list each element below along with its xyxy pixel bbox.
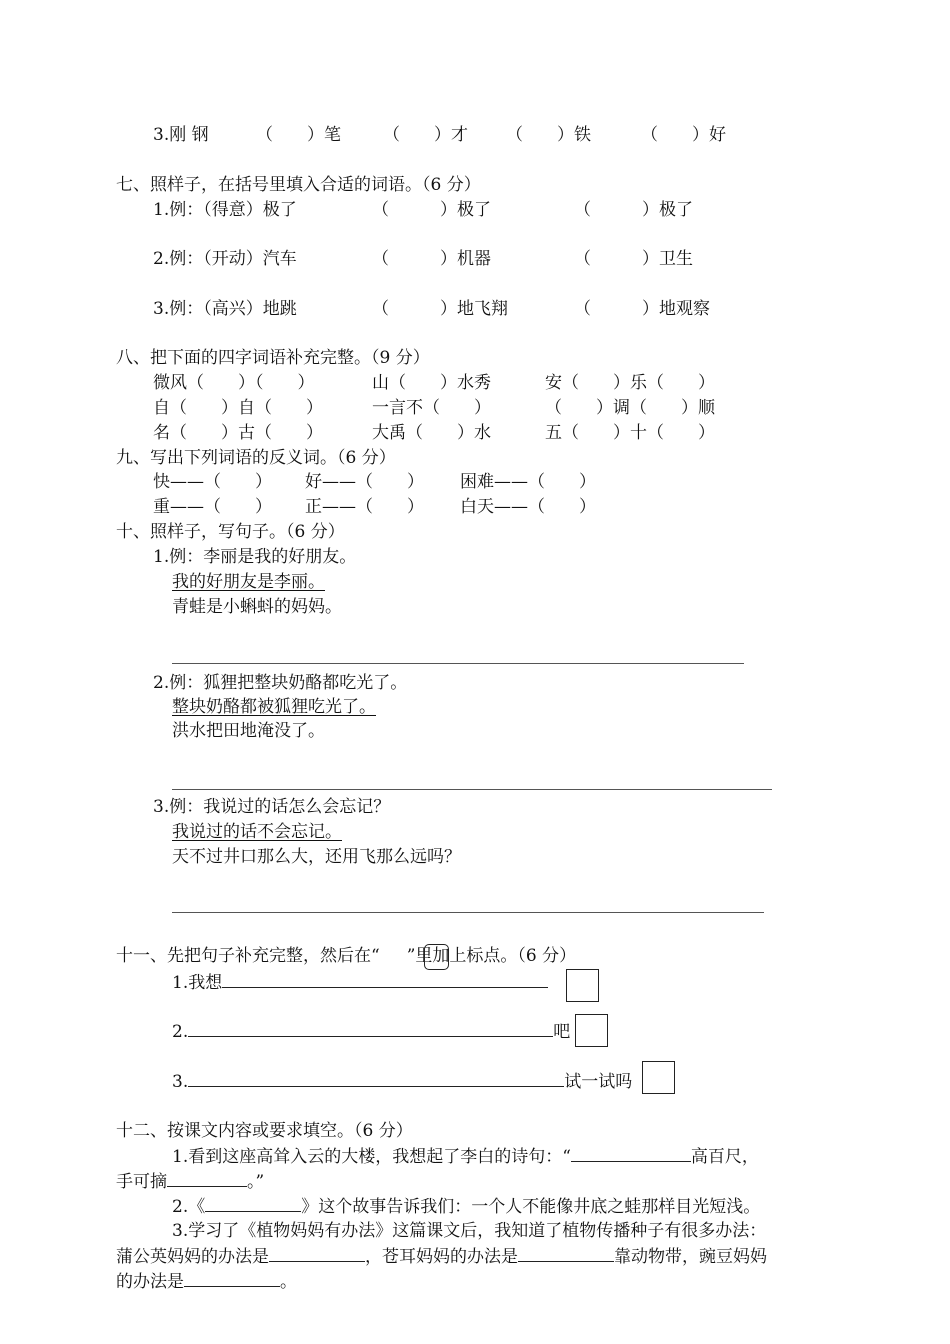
- s8-r3-c3: 五（ ）十（ ）: [545, 423, 715, 443]
- s8-r1-c3: 安（ ）乐（ ）: [545, 373, 715, 393]
- s12-l5c: 靠动物带，豌豆妈妈: [614, 1247, 767, 1267]
- s9-r2-c3: 白天——（ ）: [460, 497, 596, 517]
- s10-3-question: 天不过井口那么大，还用飞那么远吗？: [172, 847, 461, 867]
- s12-l5b: ，苍耳妈妈的办法是: [365, 1247, 518, 1267]
- s10-2-answer-line[interactable]: [172, 789, 772, 790]
- s12-story-blank[interactable]: [205, 1195, 301, 1212]
- s10-1-question: 青蛙是小蝌蚪的妈妈。: [172, 597, 342, 617]
- s6-row3-col4: （ ）铁: [506, 125, 591, 145]
- s12-l3a: 2.《: [172, 1197, 206, 1217]
- s12-l5a: 蒲公英妈妈的办法是: [116, 1247, 269, 1267]
- s7-r1-c1: 1.例：（得意）极了: [153, 200, 297, 220]
- s12-dandelion-blank[interactable]: [269, 1245, 365, 1262]
- s6-row3-col2: （ ）笔: [256, 125, 341, 145]
- s8-r2-c2: 一言不（ ）: [372, 398, 491, 418]
- s12-line3: [172, 1195, 760, 1218]
- s10-2-question: 洪水把田地淹没了。: [172, 721, 325, 741]
- s9-r2-c1: 重——（ ）: [153, 497, 272, 517]
- s11-1-pre: 1.我想: [172, 973, 223, 993]
- s11-2: [172, 1020, 570, 1043]
- s12-l2a: 手可摘: [116, 1172, 167, 1192]
- s6-row3-col1: 3.刚 钢: [153, 125, 209, 145]
- s9-title: 九、写出下列词语的反义词。（6 分）: [116, 448, 396, 468]
- s7-r3-c3: （ ）地观察: [574, 299, 710, 319]
- s8-r3-c2: 大禹（ ）水: [372, 423, 491, 443]
- s12-l6b: 。: [280, 1272, 297, 1292]
- s12-l6a: 的办法是: [116, 1272, 184, 1292]
- s11-title: [116, 945, 576, 967]
- s12-cocklebur-blank[interactable]: [518, 1245, 614, 1262]
- s6-row3-col3: （ ）才: [383, 125, 468, 145]
- s11-2-post: 吧: [553, 1022, 571, 1042]
- s12-line5: [116, 1245, 767, 1268]
- s8-r2-c1: 自（ ）自（ ）: [153, 398, 323, 418]
- s11-2-punct-box[interactable]: [575, 1014, 608, 1047]
- s8-title: 八、把下面的四字词语补充完整。（9 分）: [116, 348, 430, 368]
- s11-2-blank[interactable]: [188, 1020, 553, 1037]
- s10-3-example: 3.例：我说过的话怎么会忘记？: [153, 797, 391, 817]
- s10-1-answer: 我的好朋友是李丽。: [172, 572, 325, 592]
- s8-r3-c1: 名（ ）古（ ）: [153, 423, 323, 443]
- s7-r3-c2: （ ）地飞翔: [372, 299, 508, 319]
- s12-title: 十二、按课文内容或要求填空。（6 分）: [116, 1121, 413, 1141]
- s9-r1-c3: 困难——（ ）: [460, 472, 596, 492]
- s11-3: [172, 1070, 632, 1093]
- s7-title: 七、照样子，在括号里填入合适的词语。（6 分）: [116, 175, 481, 195]
- s7-r2-c3: （ ）卫生: [574, 249, 693, 269]
- punctuation-box-sample: [424, 944, 449, 970]
- s8-r1-c2: 山（ ）水秀: [372, 373, 491, 393]
- s10-3-answer-line[interactable]: [172, 912, 764, 913]
- s11-2-pre: 2.: [172, 1022, 189, 1042]
- s10-1-answer-line[interactable]: [172, 663, 744, 664]
- s11-3-post: 试一试吗: [564, 1072, 633, 1092]
- s9-r2-c2: 正——（ ）: [305, 497, 424, 517]
- s12-l2b: 。”: [247, 1172, 265, 1192]
- s11-1-blank[interactable]: [222, 971, 548, 988]
- s7-r2-c2: （ ）机器: [372, 249, 491, 269]
- s12-line6: [116, 1270, 297, 1293]
- s11-1-punct-box[interactable]: [566, 969, 599, 1002]
- s12-l1a: 1.看到这座高耸入云的大楼，我想起了李白的诗句：“: [172, 1147, 571, 1167]
- s11-1: [172, 971, 548, 994]
- s10-2-example: 2.例：狐狸把整块奶酪都吃光了。: [153, 673, 408, 693]
- s7-r1-c2: （ ）极了: [372, 200, 491, 220]
- s12-poem-blank-1[interactable]: [571, 1145, 691, 1162]
- s12-line1: [172, 1145, 759, 1168]
- s12-line4: 3.学习了《植物妈妈有办法》这篇课文后，我知道了植物传播种子有很多办法：: [172, 1221, 767, 1241]
- s11-3-punct-box[interactable]: [642, 1061, 675, 1094]
- s12-line2: [116, 1170, 264, 1193]
- s12-pea-blank[interactable]: [184, 1270, 280, 1287]
- s10-3-answer: 我说过的话不会忘记。: [172, 822, 342, 842]
- s10-title: 十、照样子，写句子。（6 分）: [116, 522, 345, 542]
- s11-3-blank[interactable]: [188, 1070, 564, 1087]
- s12-l3b: 》这个故事告诉我们：一个人不能像井底之蛙那样目光短浅。: [301, 1197, 761, 1217]
- s9-r1-c2: 好——（ ）: [305, 472, 424, 492]
- s11-3-pre: 3.: [172, 1072, 189, 1092]
- s10-1-example: 1.例：李丽是我的好朋友。: [153, 547, 357, 567]
- s12-l1b: 高百尺，: [690, 1147, 759, 1167]
- s6-row3-col5: （ ）好: [641, 125, 726, 145]
- s7-r3-c1: 3.例：（高兴）地跳: [153, 299, 297, 319]
- s8-r2-c3: （ ）调（ ）顺: [545, 398, 715, 418]
- s12-poem-blank-2[interactable]: [167, 1170, 247, 1187]
- s9-r1-c1: 快——（ ）: [153, 472, 272, 492]
- s8-r1-c1: 微风（ ）（ ）: [153, 373, 315, 393]
- s10-2-answer: 整块奶酪都被狐狸吃光了。: [172, 697, 376, 717]
- s7-r2-c1: 2.例：（开动）汽车: [153, 249, 297, 269]
- s7-r1-c3: （ ）极了: [574, 200, 693, 220]
- s11-title-a: 十一、先把句子补充完整，然后在“: [116, 946, 380, 966]
- s11-title-b: ”里加上标点。（6 分）: [406, 946, 577, 966]
